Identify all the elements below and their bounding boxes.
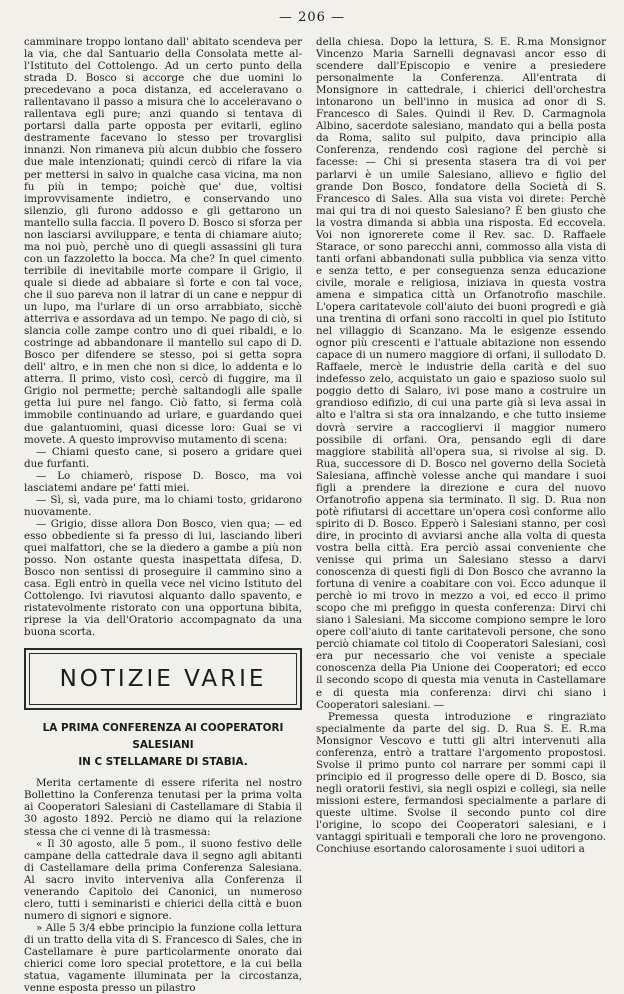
paragraph: Premessa questa introduzione e ringraziato specialmente da parte del sig. D. Rua S. E. R.ma Monsignor Vescovo e tutti gli altri intervenuti alla conferenza, entrò a trattare l'argomento propostosi. Svolse il primo punto col narrare per sommi capi il principio ed il progresso delle opere di D. Bosco, sia negli oratorii festivi, sia negli ospizi e collegi, sia nelle missioni estere, fermandosi specialmente a parlare di queste ultime. Svolse il secondo punto col dire l'origine, lo scopo dei Cooperatori salesiani, e i vantaggi spirituali e temporali che loro ne provengono. Conchiuse esortando calorosamente i suoi uditori a bbox=[316, 710, 606, 856]
paragraph: camminare troppo lontano dall' abitato scendeva per la via, che dal Santuario della Consolata mette al-l'Istituto del Cottolengo. Ad un certo punto della strada D. Bosco si accorge che due uomini lo precedevano a poca distanza, ed acceleravano o rallentavano il passo a misura che lo acceleravano o rallentava egli pure; anzi quando si tentava di portarsi dalla parte opposta per evitarli, eglino destramente facevano lo stesso per trovarglisi innanzi. Non rimaneva più alcun dubbio che fossero due male intenzionati; quindi cercò di rifare la via per mettersi in salvo in qualche casa vicina, ma non fu più in tempo; poichè que' due, voltisi improvvisamente indietro, e conservando uno silenzio, gli furono addosso e gli gettarono un mantello sulla faccia. Il povero D. Bosco si sforza per non lasciarsi avviluppare, e tenta di chiamare aiuto; ma noi può, perchè uno di quegli assassini gli tura con un fazzoletto la bocca. Ma che? In quel cimento terribile di inevitabile morte compare il Grigio, il quale si diede ad abbaiare sì forte e con tal voce, che il suo pareva non il latrar di un cane e neppur di un lupo, ma l'urlare di un orso arrabbiato, sicchè atterriva e assordava ad un tempo. Ne pago di ciò, si slancia colle zampe contro uno di quei ribaldi, e lo costringe ad abbandonare il mantello sul capo di D. Bosco per difendere se stesso, poi si getta sopra dell' altro, e in men che non si dice, lo addenta e lo atterra. Il primo, visto così, cercò di fuggire, ma il Grigio nol permette; perchè saltandogli alle spalle getta lui pure nel fango. Ciò fatto, si ferma colà immobile continuando ad urlare, e guardando quei due galantuomini, quasi dicesse loro: Guai se vi movete. A questo improvviso mutamento di scena: bbox=[24, 36, 302, 446]
page-number: — 206 — bbox=[278, 10, 346, 25]
article-heading-line: IN C STELLAMARE DI STABIA. bbox=[78, 756, 248, 769]
article-heading bbox=[24, 720, 302, 771]
article-heading-line: LA PRIMA CONFERENZA AI COOPERATORI SALESIANI bbox=[42, 722, 284, 752]
paragraph: della chiesa. Dopo la lettura, S. E. R.ma Monsignor Vincenzo Maria Sarnelli degnavasi ancor esso di scendere dall'Episcopio e venire a presiedere personalmente la Conferenza. All'entrata di Monsignore in cattedrale, i chierici dell'orchestra intonarono un bell'inno in musica ad onor di S. Francesco di Sales. Quindi il Rev. D. Carmagnola Albino, sacerdote salesiano, mandato qui a bella posta da Roma, salito sul pulpito, dava principio alla Conferenza, rendendo così ragione del perchè si facesse: — Chi si presenta stasera tra di voi per parlarvi è un umile Salesiano, allievo e figlio del grande Don Bosco, fondatore della Società di S. Francesco di Sales. Alla sua vista voi direte: Perchè mai qui tra di noi questo Salesiano? È ben giusto che la vostra dimanda si abbia una risposta. Ed eccovela. Voi non ignorerete come il Rev. sac. D. Raffaele Starace, or sono parecchi anni, commosso alla vista di tanti orfani abbandonati sulla pubblica via senza vitto e senza tetto, e per conseguenza senza educazione civile, morale e religiosa, iniziava in questa vostra amena e simpatica città un Orfanotrofio maschile. L'opera caritatevole coll'aiuto dei buoni progredì e già una trentina di orfani sono raccolti in quel pio Istituto nel villaggio di Scanzano. Ma le esigenze essendo ognor più crescenti e l'attuale abitazione non essendo capace di un numero maggiore di orfani, il sullodato D. Raffaele, mercè le industrie della carità e del suo indefesso zelo, acquistato un gaio e spazioso suolo sul poggio detto di Salaro, ivi pose mano a costruire un grandioso edifizio, di cui una parte già si leva assai in alto e l'altra si sta ora innalzando, e che tutto insieme dovrà servire a raccogliervi il maggior numero possibile di orfani. Ora, pensando egli di dare maggiore stabilità all'opera sua, si rivolse al sig. D. Rua, successore di D. Bosco nel governo della Società Salesiana, affinchè volesse anche qui mandare i suoi figli a prendere la direzione e cura del nuovo Orfanotrofio appena sia terminato. Il sig. D. Rua non potè rifiutarsi di accettare un'opera così conforme allo spirito di D. Bosco. Epperò i Salesiani stanno, per così dire, in procinto di avviarsi anche alla volta di questa vostra bella città. Era perciò assai conveniente che venisse qui prima un Salesiano stesso a darvi conoscenza di questi figli di Don Bosco che avranno la fortuna di venire a coabitare con voi. Ecco adunque il perchè io mi trovo in mezzo a voi, ed ecco il primo scopo che mi prefiggo in questa conferenza: Dirvi chi siano i Salesiani. Ma siccome compiono sempre le loro opere coll'aiuto di tante caritatevoli persone, che sono perciò chiamate col titolo di Cooperatori Salesiani, così era pur necessario che voi veniste a speciale conoscenza della Pia Unione dei Cooperatori; ed ecco il secondo scopo di questa mia venuta in Castellamare e di questa mia conferenza: dirvi chi siano i Cooperatori salesiani. — bbox=[316, 36, 606, 711]
section-title: NOTIZIE VARIE bbox=[29, 653, 297, 705]
paragraph: — Sì, sì, vada pure, ma lo chiami tosto, gridarono nuovamente. bbox=[24, 493, 302, 518]
paragraph: Merita certamente di essere riferita nel nostro Bollettino la Conferenza tenutasi per la prima volta ai Cooperatori Salesiani di Castellamare di Stabia il 30 agosto 1892. Perciò ne diamo qui la relazione stessa che ci venne di là trasmessa: bbox=[24, 777, 302, 838]
right-column bbox=[316, 36, 606, 855]
paragraph: « Il 30 agosto, alle 5 pom., il suono festivo delle campane della cattedrale dava il segno agli abitanti di Castellamare della prima Conferenza Salesiana. Al sacro invito interveniva alla Conferenza il venerando Capitolo dei Canonici, un numeroso clero, tutti i seminaristi e chierici della città e buon numero di signori e signore. bbox=[24, 837, 302, 922]
paragraph: — Grigio, disse allora Don Bosco, vien qua; — ed esso obbediente si fa presso di lui, lasciando liberi quei malfattori, che se la diedero a gambe a più non posso. Non ostante questa inaspettata difesa, D. Bosco non sentissi di proseguire il cammino sino a casa. Egli entrò in quella vece nel vicino Istituto del Cottolengo. Ivi riavutosi alquanto dallo spavento, e ristatevolmente ristorato con una opportuna bibita, riprese la via dell'Oratorio accompagnato da una buona scorta. bbox=[24, 517, 302, 639]
section-title-frame bbox=[24, 648, 302, 710]
left-column bbox=[24, 36, 302, 994]
paragraph: — Lo chiamerò, rispose D. Bosco, ma voi lasciatemi andare pe' fatti miei. bbox=[24, 469, 302, 494]
paragraph: — Chiami questo cane, si posero a gridare quei due furfanti. bbox=[24, 445, 302, 470]
paragraph: » Alle 5 3/4 ebbe principio la funzione colla lettura di un tratto della vita di S. Francesco di Sales, che in Castellamare è pure particolarmente onorato dai chierici come loro special protettore, e la cui bella statua, vagamente illuminata per la circostanza, venne esposta presso un pilastro bbox=[24, 921, 302, 994]
